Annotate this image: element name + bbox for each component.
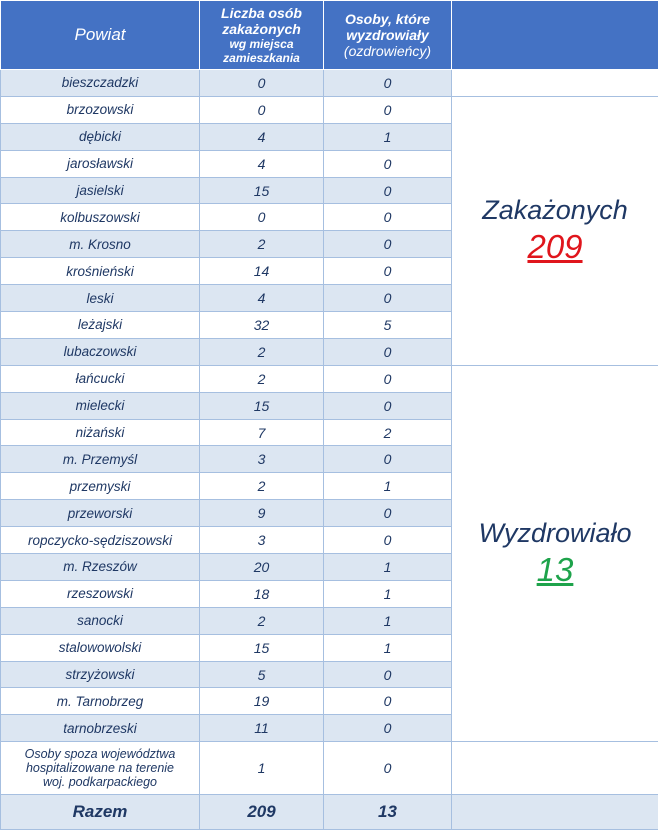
outside-blank-cell (452, 742, 658, 795)
recovered-count: 1 (324, 123, 452, 150)
header-infected-line3: wg miejsca (200, 37, 323, 51)
summary-recovered-cell (452, 365, 658, 741)
table-row (1, 365, 658, 392)
recovered-count: 5 (324, 312, 452, 339)
header-row (1, 1, 658, 70)
header-infected (200, 1, 324, 70)
district-name: ropczycko-sędziszowski (1, 527, 200, 554)
district-name: kolbuszowski (1, 204, 200, 231)
summary-infected-value: 209 (452, 228, 658, 266)
table-row-outside (1, 742, 658, 795)
district-name: dębicki (1, 123, 200, 150)
infected-count: 2 (200, 231, 324, 258)
summary-infected-cell (452, 96, 658, 365)
infected-count: 20 (200, 554, 324, 581)
recovered-count: 1 (324, 473, 452, 500)
district-name: m. Krosno (1, 231, 200, 258)
table-row (1, 70, 658, 97)
infected-count: 14 (200, 258, 324, 285)
infected-count: 15 (200, 392, 324, 419)
infected-count: 5 (200, 661, 324, 688)
total-label: Razem (1, 795, 200, 830)
district-name: strzyżowski (1, 661, 200, 688)
recovered-count: 1 (324, 554, 452, 581)
infected-count: 2 (200, 338, 324, 365)
recovered-count: 0 (324, 527, 452, 554)
infected-count: 4 (200, 123, 324, 150)
district-name: brzozowski (1, 96, 200, 123)
infected-count: 3 (200, 446, 324, 473)
infected-count: 3 (200, 527, 324, 554)
district-name: lubaczowski (1, 338, 200, 365)
district-name: sanocki (1, 607, 200, 634)
recovered-count: 0 (324, 661, 452, 688)
infected-count: 11 (200, 715, 324, 742)
district-name: jarosławski (1, 150, 200, 177)
district-name: łańcucki (1, 365, 200, 392)
district-name: m. Tarnobrzeg (1, 688, 200, 715)
summary-blank-cell (452, 70, 658, 97)
table-row-total (1, 795, 658, 830)
infected-count: 9 (200, 500, 324, 527)
header-infected-line1: Liczba osób (200, 5, 323, 21)
header-infected-line2: zakażonych (200, 21, 323, 37)
table-row (1, 96, 658, 123)
infected-count: 15 (200, 177, 324, 204)
recovered-count: 0 (324, 177, 452, 204)
recovered-count: 0 (324, 231, 452, 258)
infected-count: 0 (200, 96, 324, 123)
district-name: tarnobrzeski (1, 715, 200, 742)
recovered-count: 1 (324, 607, 452, 634)
district-name: mielecki (1, 392, 200, 419)
outside-recovered: 0 (324, 742, 452, 795)
outside-label (1, 742, 200, 795)
recovered-count: 0 (324, 204, 452, 231)
outside-label-line3: woj. podkarpackiego (1, 775, 199, 789)
header-recovered-line2: wyzdrowiały (324, 27, 451, 43)
header-powiat: Powiat (1, 1, 200, 70)
recovered-count: 0 (324, 446, 452, 473)
summary-recovered-value: 13 (452, 551, 658, 589)
recovered-count: 1 (324, 580, 452, 607)
recovered-count: 0 (324, 150, 452, 177)
recovered-count: 0 (324, 365, 452, 392)
infected-count: 15 (200, 634, 324, 661)
recovered-count: 0 (324, 500, 452, 527)
recovered-count: 0 (324, 688, 452, 715)
summary-infected-label: Zakażonych (452, 195, 658, 226)
district-name: rzeszowski (1, 580, 200, 607)
infected-count: 4 (200, 150, 324, 177)
recovered-count: 0 (324, 338, 452, 365)
summary-recovered-label: Wyzdrowiało (452, 518, 658, 549)
infected-count: 0 (200, 70, 324, 97)
recovered-count: 0 (324, 258, 452, 285)
infected-count: 18 (200, 580, 324, 607)
header-infected-line4: zamieszkania (200, 51, 323, 65)
district-name: przemyski (1, 473, 200, 500)
recovered-count: 0 (324, 392, 452, 419)
district-name: leżajski (1, 312, 200, 339)
district-name: jasielski (1, 177, 200, 204)
header-blank (452, 1, 658, 70)
recovered-count: 0 (324, 285, 452, 312)
infected-count: 0 (200, 204, 324, 231)
infected-count: 2 (200, 473, 324, 500)
total-recovered: 13 (324, 795, 452, 830)
recovered-count: 0 (324, 96, 452, 123)
district-name: bieszczadzki (1, 70, 200, 97)
infected-count: 2 (200, 365, 324, 392)
district-name: m. Rzeszów (1, 554, 200, 581)
header-recovered-line1: Osoby, które (324, 11, 451, 27)
infected-count: 7 (200, 419, 324, 446)
outside-label-line2: hospitalizowane na terenie (1, 761, 199, 775)
infected-count: 4 (200, 285, 324, 312)
district-name: niżański (1, 419, 200, 446)
outside-label-line1: Osoby spoza województwa (1, 747, 199, 761)
infected-count: 19 (200, 688, 324, 715)
district-name: przeworski (1, 500, 200, 527)
total-blank-cell (452, 795, 658, 830)
outside-infected: 1 (200, 742, 324, 795)
total-infected: 209 (200, 795, 324, 830)
district-name: krośnieński (1, 258, 200, 285)
district-name: stalowowolski (1, 634, 200, 661)
district-name: m. Przemyśl (1, 446, 200, 473)
infected-count: 32 (200, 312, 324, 339)
recovered-count: 0 (324, 715, 452, 742)
district-name: leski (1, 285, 200, 312)
recovered-count: 0 (324, 70, 452, 97)
table-body (1, 70, 658, 830)
header-recovered (324, 1, 452, 70)
recovered-count: 2 (324, 419, 452, 446)
header-recovered-line3: (ozdrowieńcy) (324, 43, 451, 59)
recovered-count: 1 (324, 634, 452, 661)
infected-count: 2 (200, 607, 324, 634)
